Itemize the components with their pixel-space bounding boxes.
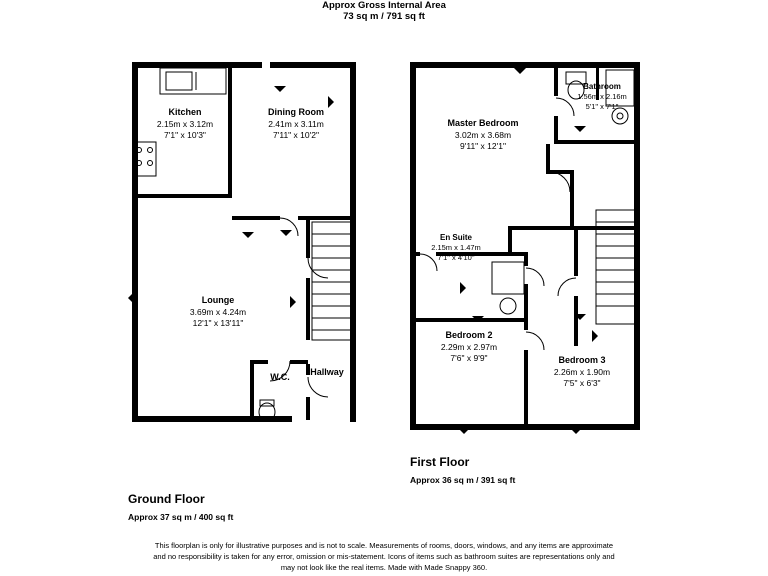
bedroom-3-metric: 2.26m x 1.90m [553,366,611,377]
room-label-dining-room [236,107,356,142]
room-label-en-suite [408,233,504,263]
room-label-lounge [148,295,288,330]
master-bedroom-imperial: 9'11" x 12'1" [460,141,506,151]
bedroom-3-name: Bedroom 3 [558,355,606,365]
hallway-name: Hallway [310,367,344,377]
ground-floor-caption [128,492,233,522]
disclaimer [64,540,704,573]
header-line-2: 73 sq m / 791 sq ft [343,11,425,22]
bedroom-2-metric: 2.29m x 2.97m [440,341,498,352]
header-line-1: Approx Gross Internal Area [322,0,446,11]
bedroom-3-imperial: 7'5" x 6'3" [563,378,601,388]
kitchen-metric: 2.15m x 3.12m [156,118,214,129]
dining-name: Dining Room [268,107,324,117]
bathroom-name: Bathroom [583,82,621,91]
en-suite-name: En Suite [439,233,472,242]
wc-name: W.C. [270,372,290,382]
bedroom-2-imperial: 7'6" x 9'9" [450,353,488,363]
kitchen-name: Kitchen [168,107,202,117]
room-label-bedroom-3 [520,355,644,390]
room-label-bedroom-2 [410,330,528,365]
bathroom-metric: 1.56m x 2.16m [577,92,627,101]
ground-floor-plan [120,30,380,480]
ground-floor-area: Approx 37 sq m / 400 sq ft [128,512,234,522]
disclaimer-line-1: This floorplan is only for illustrative purposes and is not to scale. Measurements of rooms, doors, windows, and any items are approximate [154,541,614,550]
lounge-metric: 3.69m x 4.24m [189,306,247,317]
ground-floor-title: Ground Floor [128,492,205,506]
lounge-imperial: 12'1" x 13'11" [192,318,244,328]
page-header [0,0,768,22]
first-floor-title: First Floor [410,455,470,469]
master-bedroom-metric: 3.02m x 3.68m [454,129,512,140]
bedroom-2-name: Bedroom 2 [445,330,493,340]
first-floor-area: Approx 36 sq m / 391 sq ft [410,475,516,485]
lounge-name: Lounge [201,295,235,305]
first-floor-caption [410,455,515,485]
room-label-master-bedroom [418,118,548,153]
en-suite-imperial: 7'1" x 4'10" [437,253,475,262]
bathroom-imperial: 5'1" x 7'1" [585,102,619,111]
room-label-wc [252,372,308,384]
room-label-kitchen [138,107,232,142]
room-label-bathroom [554,82,650,112]
first-floor-plan [400,30,660,450]
kitchen-imperial: 7'1" x 10'3" [164,130,206,140]
en-suite-metric: 2.15m x 1.47m [431,243,481,252]
disclaimer-line-3: may not look like the real items. Made with Made Snappy 360. [280,563,488,572]
disclaimer-line-2: and no responsibility is taken for any error, omission or mis-statement. Icons of items such as bathroom suites are representations only and [153,552,615,561]
ground-floor-walls [120,30,380,480]
dining-metric: 2.41m x 3.11m [268,118,324,129]
master-bedroom-name: Master Bedroom [447,118,519,128]
dining-imperial: 7'11" x 10'2" [273,130,319,140]
